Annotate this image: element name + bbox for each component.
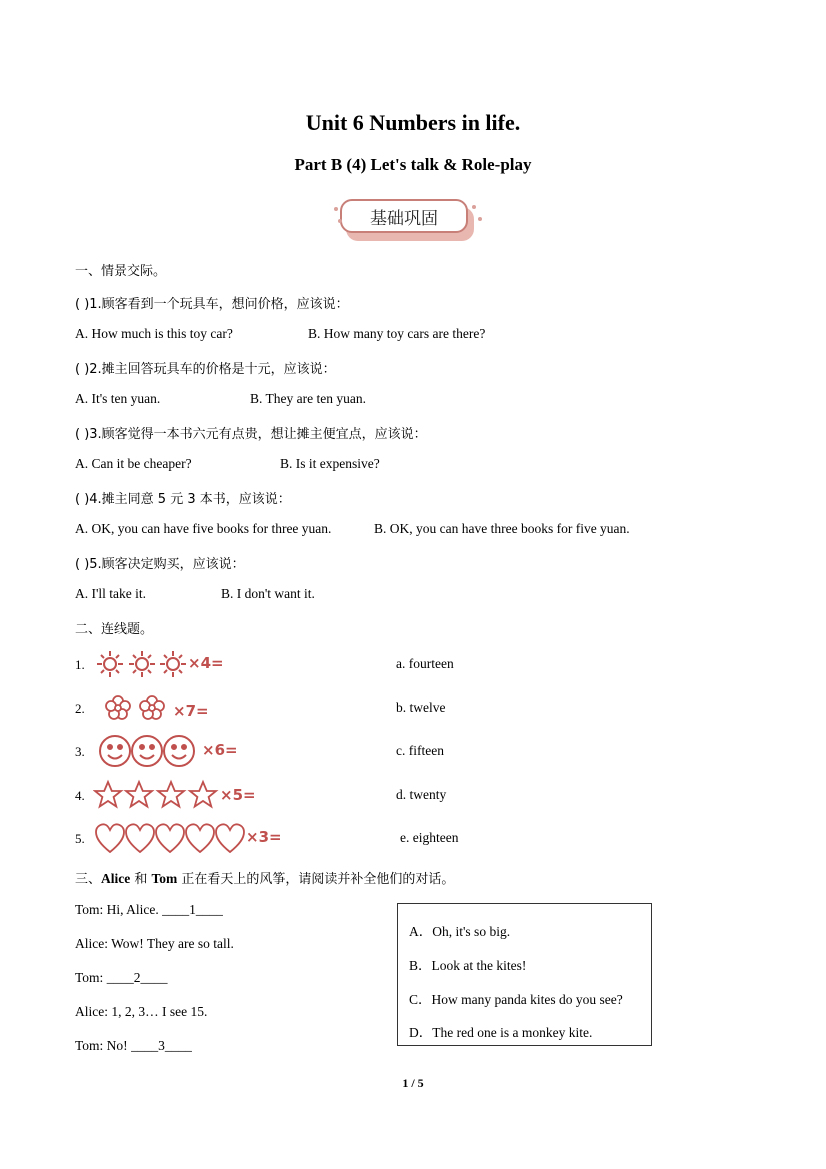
dialogue-text: Tom: xyxy=(75,970,107,985)
star-icon xyxy=(190,782,216,807)
question-stem: ( )5.顾客决定购买，应该说： xyxy=(75,557,245,572)
section3-heading xyxy=(75,868,454,887)
dialogue-line xyxy=(75,1038,192,1054)
match-answer: e. eighteen xyxy=(400,830,459,845)
flower-icon xyxy=(140,696,164,719)
smiley-icon xyxy=(100,736,130,766)
match-answer: b. twelve xyxy=(396,700,446,715)
sun-icon xyxy=(97,651,123,677)
badge-dot xyxy=(334,207,338,211)
page-number: 1 / 5 xyxy=(402,1076,424,1090)
dialogue-blank: ____2____ xyxy=(106,970,168,985)
option-a: A. OK, you can have five books for three yuan. xyxy=(75,521,332,536)
star-icon-group xyxy=(93,779,223,811)
heart-icon-group xyxy=(95,820,247,856)
flower-icon xyxy=(106,696,130,719)
heart-icon xyxy=(186,824,214,852)
option-item: C．How many panda kites do you see? xyxy=(409,992,623,1007)
section1-heading: 一、情景交际。 xyxy=(75,264,167,279)
smiley-icon xyxy=(164,736,194,766)
option-b: B. How many toy cars are there? xyxy=(308,326,486,341)
dialogue-line xyxy=(75,902,223,918)
option-item: B．Look at the kites! xyxy=(409,958,527,973)
heart-icon xyxy=(96,824,124,852)
star-icon xyxy=(126,782,152,807)
question-stem: ( )2.摊主回答玩具车的价格是十元，应该说： xyxy=(75,362,336,377)
option-a: A. I'll take it. xyxy=(75,586,147,601)
match-number: 2. xyxy=(75,701,85,716)
option-b: B. OK, you can have three books for five yuan. xyxy=(374,521,630,536)
option-a: A. Can it be cheaper? xyxy=(75,456,192,471)
badge-dot xyxy=(472,205,476,209)
dialogue-text: Alice: 1, 2, 3… I see 15. xyxy=(75,1004,208,1019)
page-title: Unit 6 Numbers in life. xyxy=(305,110,521,135)
page-subtitle: Part B (4) Let's talk & Role-play xyxy=(294,155,532,174)
multiplier: ×5= xyxy=(220,786,256,804)
multiplier: ×3= xyxy=(246,828,282,846)
question-stem: ( )1.顾客看到一个玩具车，想问价格，应该说： xyxy=(75,297,349,312)
dialogue-text: Tom: No! xyxy=(75,1038,132,1053)
multiplier: ×4= xyxy=(188,654,224,672)
heart-icon xyxy=(126,824,154,852)
dialogue-text: Tom: Hi, Alice. xyxy=(75,902,163,917)
match-number: 3. xyxy=(75,744,85,759)
option-b: B. They are ten yuan. xyxy=(250,391,366,406)
options-box xyxy=(397,903,652,1046)
match-number: 1. xyxy=(75,657,85,672)
section2-heading: 二、连线题。 xyxy=(75,622,154,637)
option-item: D．The red one is a monkey kite. xyxy=(409,1025,593,1040)
heading-prefix: 三、 xyxy=(75,872,102,887)
dialogue-blank: ____3____ xyxy=(131,1038,192,1053)
heading-name-tom: Tom xyxy=(151,871,178,886)
sun-icon xyxy=(129,651,155,677)
option-b: B. I don't want it. xyxy=(221,586,315,601)
dialogue-blank: ____1____ xyxy=(162,902,223,917)
multiplier: ×7= xyxy=(173,702,209,720)
dialogue-text: Alice: Wow! They are so tall. xyxy=(75,936,234,951)
match-number: 5. xyxy=(75,831,85,846)
match-answer: c. fifteen xyxy=(396,743,444,758)
dialogue-line xyxy=(75,1004,207,1020)
smiley-icon xyxy=(132,736,162,766)
question-stem: ( )3.顾客觉得一本书六元有点贵，想让摊主便宜点，应该说： xyxy=(75,427,427,442)
option-a: A. It's ten yuan. xyxy=(75,391,161,406)
question-stem: ( )4.摊主同意 5 元 3 本书，应该说： xyxy=(75,492,291,507)
multiplier: ×6= xyxy=(202,741,238,759)
heading-name-alice: Alice xyxy=(101,871,131,886)
match-answer: a. fourteen xyxy=(396,656,454,671)
badge-dot xyxy=(338,219,342,223)
dialogue-line xyxy=(75,936,234,952)
option-a: A. How much is this toy car? xyxy=(75,326,233,341)
sun-icon xyxy=(160,651,186,677)
section-badge xyxy=(340,199,480,243)
heading-rest: 正在看天上的风筝，请阅读并补全他们的对话。 xyxy=(177,872,455,887)
star-icon xyxy=(95,782,121,807)
heart-icon xyxy=(156,824,184,852)
heart-icon xyxy=(216,824,244,852)
option-item: A．Oh, it's so big. xyxy=(409,924,511,939)
match-number: 4. xyxy=(75,788,85,803)
flower-icon-group xyxy=(100,692,180,724)
star-icon xyxy=(158,782,184,807)
option-b: B. Is it expensive? xyxy=(280,456,380,471)
badge-label: 基础巩固 xyxy=(340,199,468,233)
match-answer: d. twenty xyxy=(396,787,447,802)
badge-dot xyxy=(478,217,482,221)
smiley-icon-group xyxy=(98,733,202,769)
heading-and: 和 xyxy=(130,872,152,887)
dialogue-line xyxy=(75,970,167,986)
